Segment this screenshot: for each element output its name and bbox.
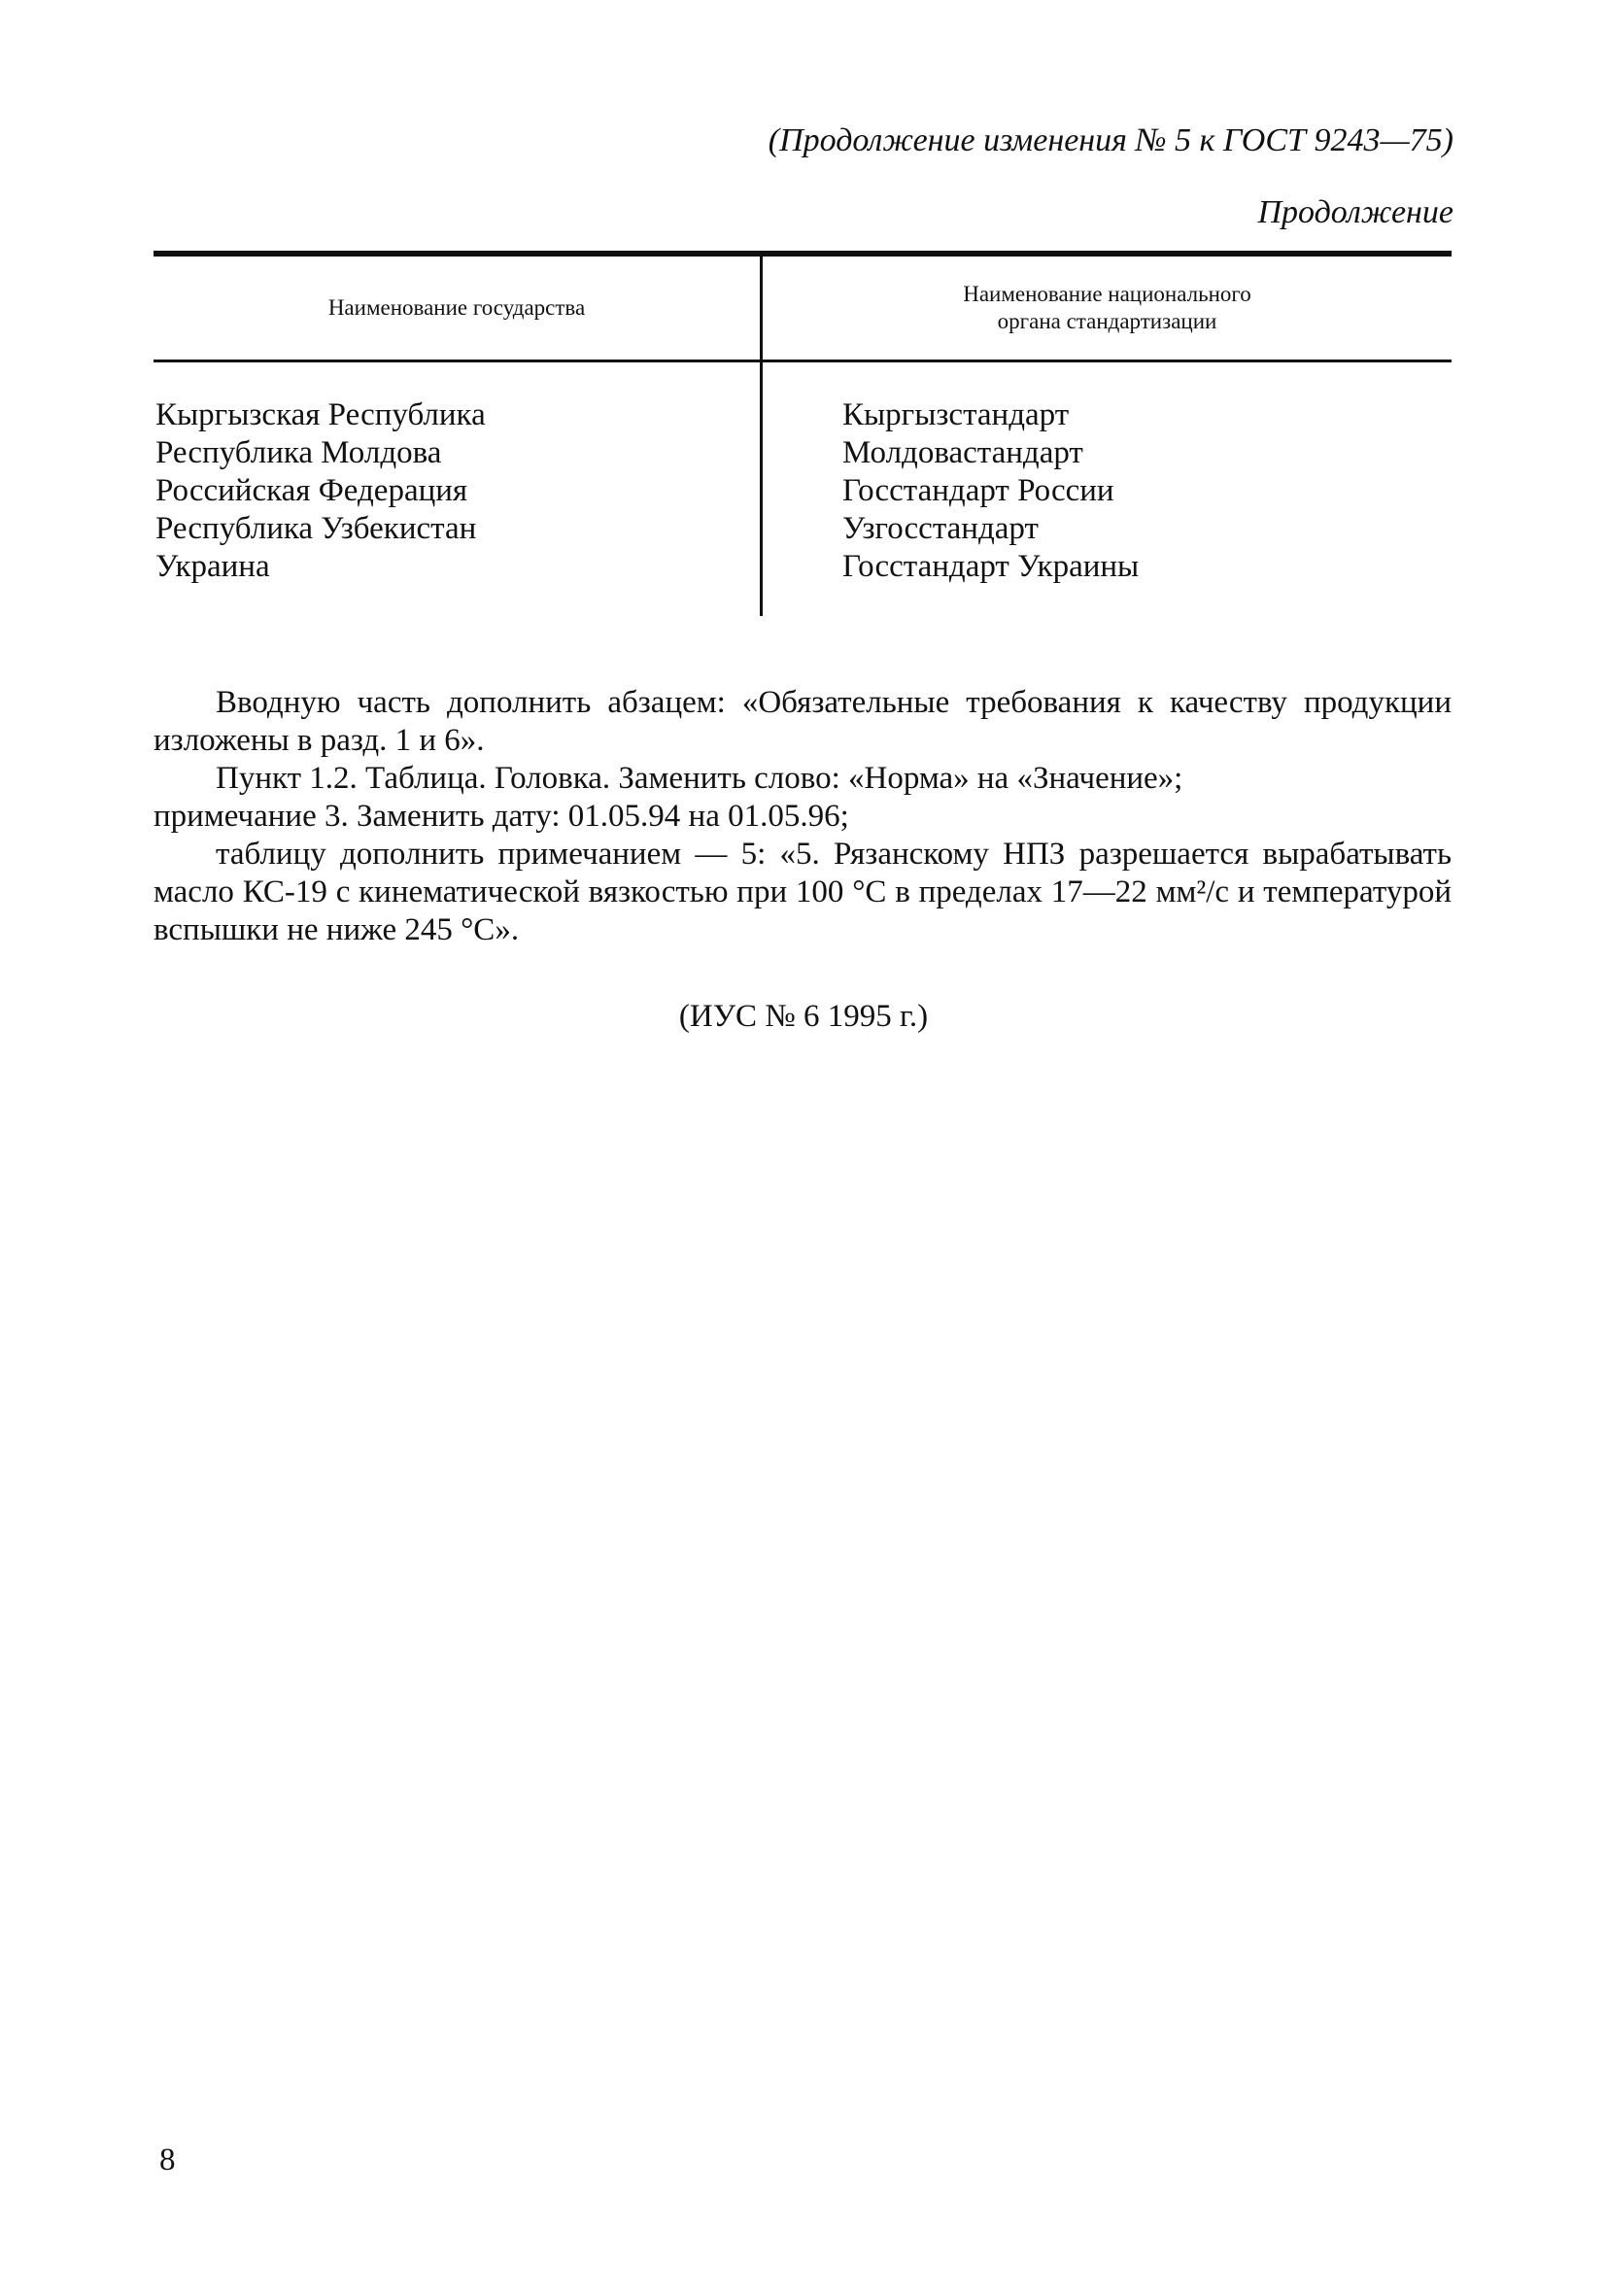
header-state: Наименование государства bbox=[327, 295, 586, 320]
standards-table bbox=[154, 251, 1452, 616]
paragraph-note-5: таблицу дополнить примечанием — 5: «5. Рязанскому НПЗ разрешается вырабатывать масло КС-19 с кинематической вязкостью при 100 °С в пределах 17—22 мм²/с и температурой вспышки не ниже 245 °С». bbox=[154, 837, 1452, 947]
table-header-rule bbox=[154, 360, 1452, 362]
standards-body-column bbox=[842, 396, 1139, 586]
header-standards-body bbox=[763, 257, 1452, 360]
table-cell-standards-body: Кыргызстандарт bbox=[842, 397, 1070, 432]
table-cell-standards-body: Госстандарт России bbox=[842, 473, 1114, 508]
table-cell-standards-body: Молдовастандарт bbox=[842, 435, 1083, 470]
paragraph-item-1-2: Пункт 1.2. Таблица. Головка. Заменить слово: «Норма» на «Значение»; bbox=[216, 761, 1183, 796]
source-reference: (ИУС № 6 1995 г.) bbox=[678, 999, 929, 1034]
paragraph-note-3: примечание 3. Заменить дату: 01.05.94 на 01.05.96; bbox=[154, 799, 849, 834]
continuation-label: Продолжение bbox=[1257, 194, 1453, 230]
table-column-divider bbox=[760, 257, 763, 616]
table-cell-standards-body: Узгосстандарт bbox=[842, 511, 1039, 546]
table-cell-state: Украина bbox=[155, 549, 270, 584]
table-cell-standards-body: Госстандарт Украины bbox=[842, 549, 1140, 584]
page-number: 8 bbox=[159, 2142, 176, 2177]
paragraph-intro: Вводную часть дополнить абзацем: «Обязательные требования к качеству продукции изложены в разд. 1 и 6». bbox=[154, 685, 1452, 758]
table-cell-state: Кыргызская Республика bbox=[155, 397, 486, 432]
continuation-note: (Продолжение изменения № 5 к ГОСТ 9243—75) bbox=[768, 122, 1453, 158]
table-cell-state: Республика Узбекистан bbox=[155, 511, 477, 546]
table-cell-state: Республика Молдова bbox=[155, 435, 442, 470]
amendment-text bbox=[154, 684, 1452, 949]
state-column bbox=[155, 396, 486, 586]
header-standards-body-label: Наименование национального органа стандартизации bbox=[963, 282, 1251, 333]
table-cell-state: Российская Федерация bbox=[155, 473, 468, 508]
